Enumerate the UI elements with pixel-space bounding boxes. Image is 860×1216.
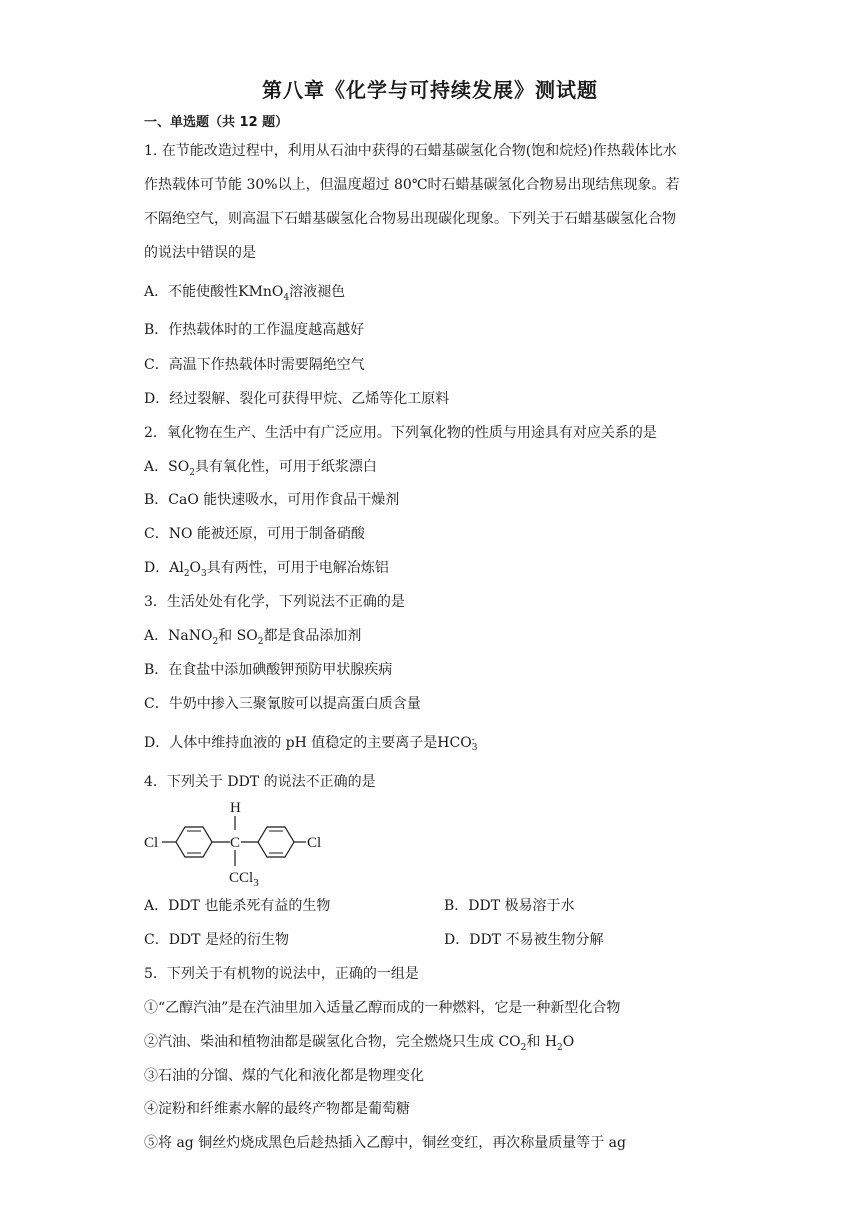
mol-ccl3: CCl$_3$ [229,870,259,886]
q2-option-d-sub2: 3 [201,568,207,579]
q1-stem-line-4: 的说法中错误的是 [144,245,256,261]
q2-option-a-sub: 2 [189,467,195,478]
document-title: 第八章《化学与可持续发展》测试题 [262,78,598,102]
q1-option-c: C．高温下作热载体时需要隔绝空气 [144,357,365,373]
q3-stem: 3．生活处处有化学，下列说法不正确的是 [144,594,405,610]
q2-option-d-pre: D．Al [144,560,184,576]
q4-option-a: A．DDT 也能杀死有益的生物 [144,898,331,914]
q2-option-c: C．NO 能被还原，可用于制备硝酸 [144,526,365,542]
mol-cl-left: Cl [144,835,159,851]
q3-option-c: C．牛奶中掺入三聚氰胺可以提高蛋白质含量 [144,696,421,712]
q1-stem-line-3: 不隔绝空气，则高温下石蜡基碳氢化合物易出现碳化现象。下列关于石蜡基碳氢化合物 [144,211,676,227]
q4-option-c: C．DDT 是烃的衍生物 [144,932,289,948]
q5-item-4: ④淀粉和纤维素水解的最终产物都是葡萄糖 [144,1101,410,1117]
q2-option-a-post: 具有氧化性，可用于纸浆漂白 [194,459,377,475]
q3-option-d-formula: HCO [437,735,472,751]
q1-option-b: B．作热载体时的工作温度越高越好 [144,322,365,338]
q1-option-a-formula: KMnO [238,284,284,300]
q4-stem: 4．下列关于 DDT 的说法不正确的是 [144,774,376,790]
q1-option-a-post: 溶液褪色 [289,284,346,300]
q2-option-d-mid: O [189,560,202,576]
mol-center-c: C [230,835,241,851]
q5-item-1: ①“乙醇汽油”是在汽油里加入适量乙醇而成的一种燃料，它是一种新型化合物 [144,1000,621,1016]
q5-item-3: ③石油的分馏、煤的气化和液化都是物理变化 [144,1068,424,1084]
mol-h: H [230,800,241,816]
q3-option-a [144,626,361,652]
q4-option-d: D．DDT 不易被生物分解 [444,932,604,948]
mol-cl-right: Cl [307,835,322,851]
q3-option-a-pre: A．NaNO [144,628,213,644]
q3-option-a-sub1: 2 [212,636,219,647]
q1-stem-line-2: 作热载体可节能 30%以上，但温度超过 80℃时石蜡基碳氢化合物易出现结焦现象。若 [144,177,680,193]
q2-stem: 2．氧化物在生产、生活中有广泛应用。下列氧化物的性质与用途具有对应关系的是 [144,425,657,441]
q4-option-b: B．DDT 极易溶于水 [444,898,575,914]
q3-option-d-pre: D．人体中维持血液的 pH 值稳定的主要离子是 [144,735,438,751]
section-heading: 一、单选题（共 12 题） [144,115,289,130]
q5-item-2-sub2: 2 [557,1042,563,1053]
q5-item-2-mid: 和 H [526,1034,558,1050]
q2-option-d [144,558,389,584]
q2-option-a [144,457,377,483]
q1-option-a-pre: A．不能使酸性 [144,284,239,300]
q1-option-d: D．经过裂解、裂化可获得甲烷、乙烯等化工原料 [144,391,450,407]
q1-option-a-sub: 4 [283,292,290,303]
q3-option-b: B．在食盐中添加碘酸钾预防甲状腺疾病 [144,662,393,678]
q3-option-d-sub: 3 [471,743,478,753]
ddt-structure-diagram [140,794,340,886]
q1-stem-line-1: 1. 在节能改造过程中，利用从石油中获得的石蜡基碳氢化合物(饱和烷烃)作热载体比水 [144,143,677,159]
q2-option-d-post: 具有两性，可用于电解冶炼铝 [206,560,389,576]
q5-item-2-post: O [562,1034,575,1050]
q3-option-a-sub2: 2 [257,636,264,647]
q1-option-a [144,282,345,308]
q5-item-2-pre: ②汽油、柴油和植物油都是碳氢化合物，完全燃烧只生成 CO [144,1034,521,1050]
q5-stem: 5．下列关于有机物的说法中，正确的一组是 [144,966,419,982]
q2-option-a-pre: A．SO [144,459,190,475]
q2-option-b: B．CaO 能快速吸水，可用作食品干燥剂 [144,492,400,508]
q3-option-a-mid: 和 SO [218,628,258,644]
q5-item-2-sub1: 2 [520,1042,527,1053]
q3-option-d [144,733,477,753]
q2-option-d-sub1: 2 [183,568,190,579]
q3-option-a-post: 都是食品添加剂 [263,628,362,644]
q5-item-5: ⑤将 ag 铜丝灼烧成黑色后趁热插入乙醇中，铜丝变红，再次称量质量等于 ag [144,1135,626,1151]
q3-option-d-sup: - [471,735,475,745]
q5-item-2 [144,1032,574,1058]
